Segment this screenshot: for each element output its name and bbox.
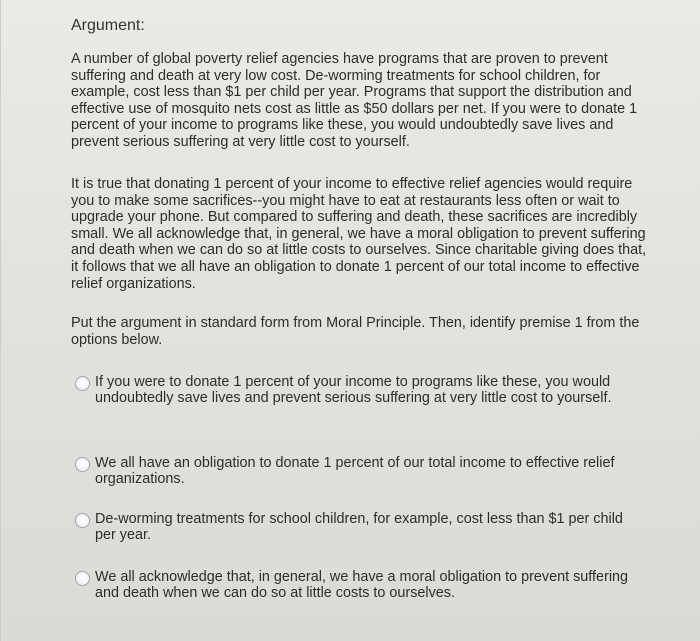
answer-option-4-label[interactable]: We all acknowledge that, in general, we have a moral obligation to prevent suffering and death when we can do so at little costs to ourselves. (95, 569, 629, 601)
radio-button-icon[interactable] (75, 513, 90, 528)
argument-heading: Argument: (71, 17, 145, 34)
answer-option-1-label[interactable]: If you were to donate 1 percent of your income to programs like these, you would undoubtedly save lives and prevent serious suffering at very little cost to yourself. (95, 374, 612, 406)
radio-button-icon[interactable] (75, 571, 90, 586)
radio-button-icon[interactable] (75, 457, 90, 472)
question-prompt: Put the argument in standard form from Moral Principle. Then, identify premise 1 from the options below. (71, 315, 640, 348)
answer-option-2[interactable] (75, 456, 635, 487)
answer-option-1[interactable] (75, 375, 635, 406)
answer-option-4[interactable] (75, 570, 635, 601)
answer-option-3[interactable] (75, 512, 635, 543)
argument-paragraph-1: A number of global poverty relief agencies have programs that are proven to prevent suffering and death at very low cost. De-worming treatments for school children, for example, cost less than $1 per child per year. Programs that support the distribution and effective use of mosquito nets cost as little as $50 dollars per net. If you were to donate 1 percent of your income to programs like these, you would undoubtedly save lives and prevent serious suffering at very little cost to yourself. (71, 51, 638, 150)
answer-option-2-label[interactable]: We all have an obligation to donate 1 percent of our total income to effective relief organizations. (95, 455, 615, 487)
radio-button-icon[interactable] (75, 376, 90, 391)
argument-paragraph-2: It is true that donating 1 percent of your income to effective relief agencies would require you to make some sacrifices--you might have to eat at restaurants less often or wait to upgrade your phone. But compared to suffering and death, these sacrifices are incredibly small. We all acknowledge that, in general, we have a moral obligation to prevent suffering and death when we can do so at little costs to ourselves. Since charitable giving does that, it follows that we all have an obligation to donate 1 percent of our total income to effective relief organizations. (71, 176, 647, 292)
answer-option-3-label[interactable]: De-worming treatments for school children, for example, cost less than $1 per child per year. (95, 511, 623, 543)
